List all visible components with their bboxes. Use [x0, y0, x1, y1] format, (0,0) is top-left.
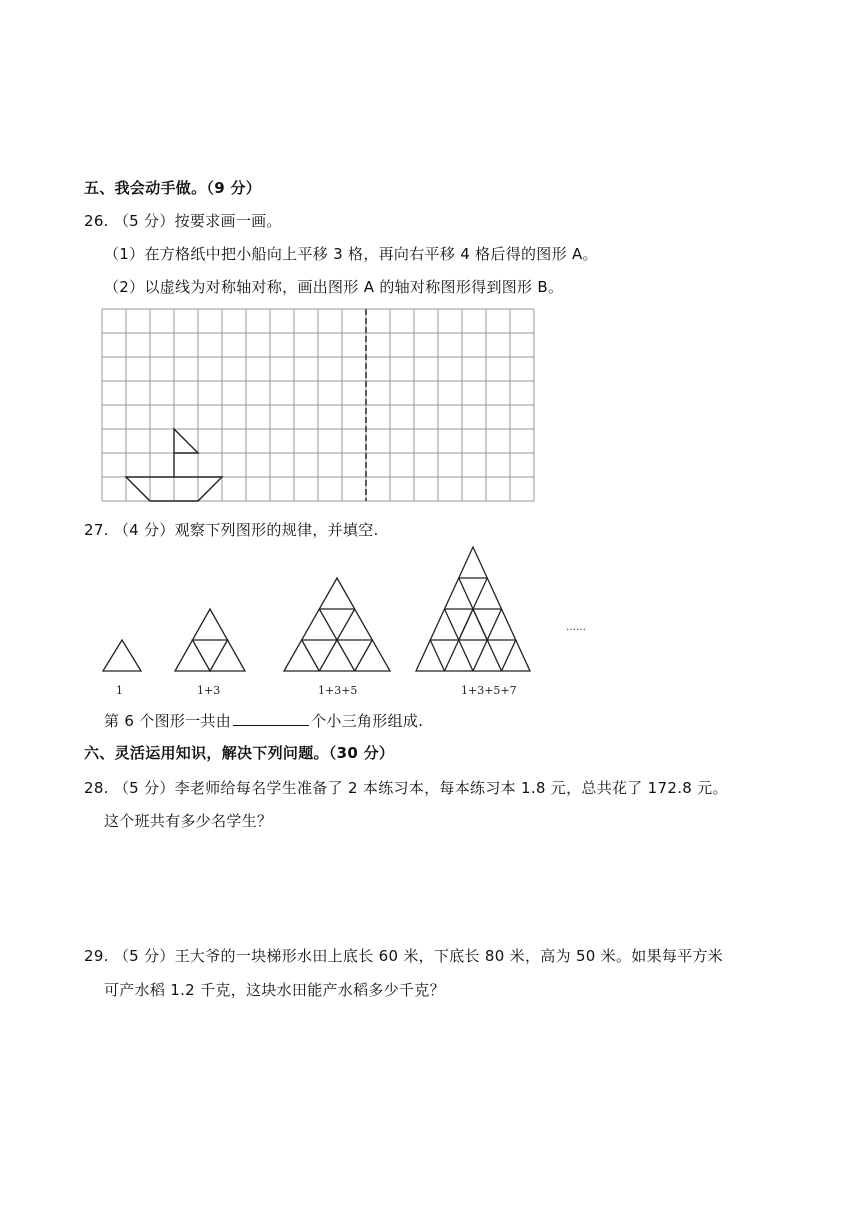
triangle-figure-4 — [416, 547, 530, 671]
fill-in-suffix: 个小三角形组成. — [311, 712, 424, 730]
answer-blank[interactable] — [233, 711, 309, 726]
grid-paper — [102, 309, 534, 503]
boat-sail — [174, 429, 198, 453]
pattern-ellipsis: …… — [566, 622, 586, 633]
question-29-line-1: 29. （5 分）王大爷的一块梯形水田上底长 60 米，下底长 80 米，高为 50 米。如果每平方米 — [84, 947, 724, 965]
figure-label-3: 1+3+5 — [318, 684, 358, 697]
figure-label-4: 1+3+5+7 — [461, 684, 517, 697]
question-27-fill-in — [104, 710, 423, 731]
figure-label-1: 1 — [116, 684, 123, 697]
section-five-heading: 五、我会动手做。（9 分） — [84, 179, 262, 197]
question-26-part-1: （1）在方格纸中把小船向上平移 3 格，再向右平移 4 格后得的图形 A。 — [104, 245, 598, 263]
triangle-figure-2 — [175, 609, 245, 671]
section-six-heading: 六、灵活运用知识，解决下列问题。（30 分） — [84, 744, 395, 762]
question-28-line-1: 28. （5 分）李老师给每名学生准备了 2 本练习本，每本练习本 1.8 元，总共花了 172.8 元。 — [84, 779, 728, 797]
question-29-line-2: 可产水稻 1.2 千克，这块水田能产水稻多少千克？ — [104, 981, 445, 999]
grid-lines — [102, 309, 534, 501]
triangle-pattern-figure — [96, 544, 596, 700]
figure-label-2: 1+3 — [197, 684, 221, 697]
question-27-title: 27. （4 分）观察下列图形的规律，并填空. — [84, 521, 379, 539]
triangle-figure-3 — [284, 578, 390, 671]
question-28-line-2: 这个班共有多少名学生？ — [104, 812, 273, 830]
fill-in-prefix: 第 6 个图形一共由 — [104, 712, 232, 730]
question-26-part-2: （2）以虚线为对称轴对称，画出图形 A 的轴对称图形得到图形 B。 — [104, 278, 564, 296]
triangle-figure-1 — [103, 640, 141, 671]
question-26-title: 26. （5 分）按要求画一画。 — [84, 212, 282, 230]
